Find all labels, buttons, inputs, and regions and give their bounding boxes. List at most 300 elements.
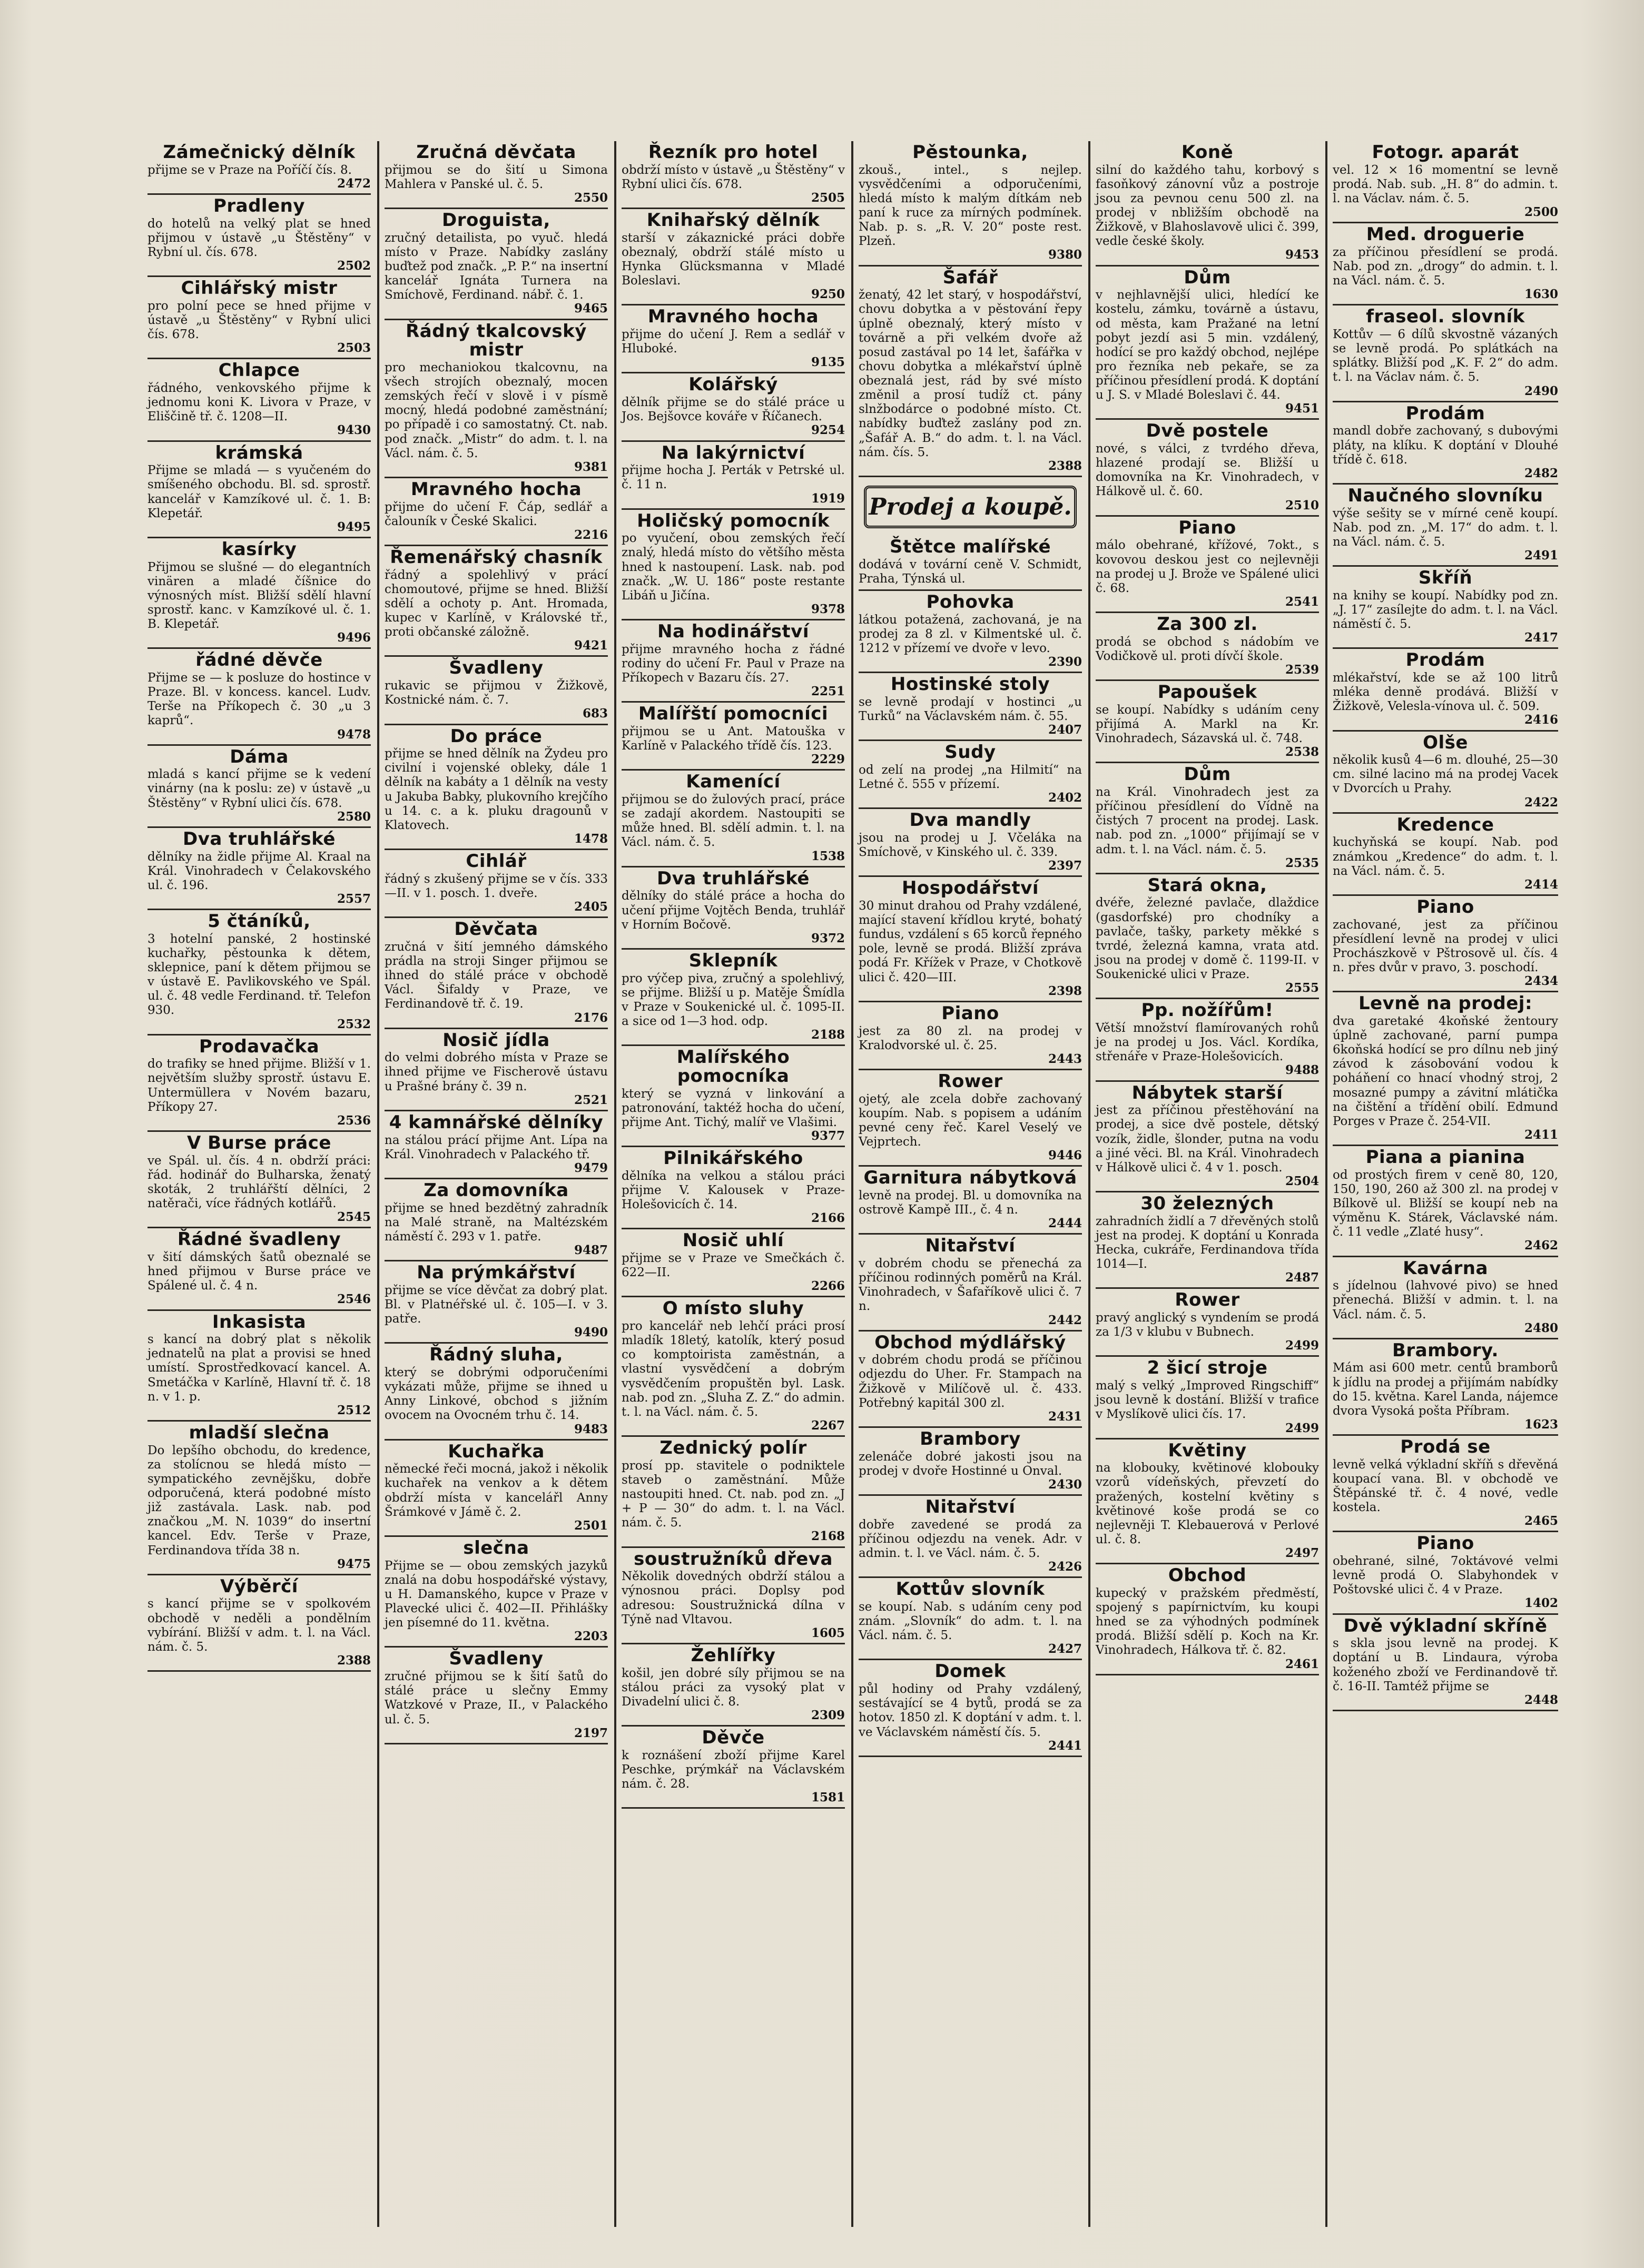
ad-number: 9453 bbox=[1285, 248, 1319, 262]
ad-heading: mladší slečna bbox=[189, 1422, 330, 1443]
classified-ad bbox=[859, 1332, 1082, 1428]
classified-ad bbox=[147, 538, 371, 649]
classified-ad bbox=[385, 209, 608, 320]
ad-text: od prostých firem v ceně 80, 120, 150, 190, 260 až 300 zl. na prodej v Bílkově ul. Bližší se koupí neb na výměnu K. Stárek, Václavské nám. č. 11 vedle „Zlaté husy“. bbox=[1333, 1168, 1558, 1239]
classified-ad bbox=[385, 1441, 608, 1537]
ad-heading: Malířští pomocníci bbox=[638, 703, 829, 725]
ad-text: jsou na prodej u J. Včeláka na Smíchově, v Kinského ul. č. 339. bbox=[859, 831, 1082, 860]
ad-heading: Na hodinářství bbox=[657, 621, 809, 643]
ad-text: starší v zákaznické práci dobře obeznalý, obdrží stálé místo u Hynka Glücksmanna v Mladé Boleslavi. bbox=[622, 231, 845, 288]
ad-heading: Piano bbox=[941, 1002, 999, 1024]
ad-text: dělníka na velkou a stálou práci přijme V. Kalousek v Praze-Holešovicích č. 14. bbox=[622, 1169, 845, 1212]
ad-text: pro výčep piva, zručný a spolehlivý, se přijme. Bližší u p. Matěje Šmídla v Praze v Soukenické ul. č. 1095-II. a sice od 1—3 hod. odp. bbox=[622, 971, 845, 1028]
ad-heading: V Burse práce bbox=[187, 1132, 331, 1153]
classified-ad bbox=[859, 591, 1082, 673]
classified-ad bbox=[1333, 223, 1558, 305]
classified-ad bbox=[622, 1437, 845, 1547]
classified-ad bbox=[1333, 732, 1558, 814]
ad-heading: Do práce bbox=[450, 725, 543, 747]
column-5 bbox=[1090, 141, 1327, 2227]
ad-heading: Piano bbox=[1416, 1533, 1474, 1554]
ad-text: přijme hocha J. Perták v Petrské ul. č. 11 n. bbox=[622, 464, 845, 492]
ad-number: 2427 bbox=[1048, 1642, 1082, 1656]
classified-ad bbox=[1096, 267, 1319, 420]
ad-heading: fraseol. slovník bbox=[1366, 306, 1525, 328]
ad-heading: Dva truhlářské bbox=[657, 867, 810, 889]
classified-ad bbox=[859, 536, 1082, 591]
ad-heading: 4 kamnářské dělníky bbox=[389, 1111, 604, 1133]
ad-text: levně na prodej. Bl. u domovníka na ostrově Kampě III., č. 4 n. bbox=[859, 1188, 1082, 1217]
classified-ad bbox=[1333, 485, 1558, 567]
ad-number: 2443 bbox=[1048, 1051, 1082, 1066]
ad-number: 2388 bbox=[1048, 458, 1082, 473]
ad-number: 2539 bbox=[1285, 663, 1319, 677]
classified-ad bbox=[622, 1548, 845, 1644]
classified-ad bbox=[1096, 1439, 1319, 1565]
ad-number: 2166 bbox=[811, 1211, 845, 1226]
classified-ad bbox=[147, 359, 371, 441]
ad-number: 2555 bbox=[1285, 981, 1319, 995]
ad-heading: Sudy bbox=[944, 742, 996, 763]
classified-ad bbox=[622, 510, 845, 620]
ad-heading: Levně na prodej: bbox=[1358, 993, 1533, 1014]
ad-text: 30 minut drahou od Prahy vzdálené, mající stavení křídlou kryté, bohatý fundus, vzdálení s 65 korců řepného pole, levně se prodá. Bližší zpráva podá Fr. Křížek v Praze, v Chotkově ulici č. 420—III. bbox=[859, 899, 1082, 984]
ad-number: 2434 bbox=[1524, 974, 1558, 989]
ad-heading: Nitařství bbox=[925, 1496, 1016, 1518]
ad-number: 2266 bbox=[811, 1279, 845, 1294]
ad-heading: Naučného slovníku bbox=[1347, 485, 1543, 506]
ad-number: 2441 bbox=[1048, 1738, 1082, 1753]
classified-ad bbox=[147, 1422, 371, 1575]
ad-heading: Koně bbox=[1181, 142, 1234, 163]
classified-ad bbox=[859, 141, 1082, 267]
ad-number: 2535 bbox=[1285, 855, 1319, 870]
ad-heading: Děvče bbox=[702, 1727, 765, 1749]
classified-ad bbox=[1333, 896, 1558, 992]
ad-heading: Švadleny bbox=[449, 1648, 544, 1670]
ad-number: 2538 bbox=[1285, 745, 1319, 760]
ad-text: prosí pp. stavitele o podniktele staveb o zaměstnání. Může nastoupiti hned. Ct. nab. pod zn. „J + P — 30“ do adm. t. l. na Václ. nám. č. 5. bbox=[622, 1458, 845, 1530]
ad-heading: 5 čtáníků, bbox=[208, 911, 311, 932]
ad-number: 2472 bbox=[337, 176, 371, 191]
classified-ad bbox=[622, 867, 845, 950]
ad-number: 2490 bbox=[1524, 383, 1558, 398]
ad-text: pravý anglický s vyndením se prodá za 1/3 v klubu v Bubnech. bbox=[1096, 1311, 1319, 1339]
ad-text: několik kusů 4—6 m. dlouhé, 25—30 cm. silné lacino má na prodej Vacek v Dvorcích u Prahy. bbox=[1333, 753, 1558, 796]
ad-heading: Pěstounka, bbox=[912, 142, 1028, 163]
ad-text: silní do každého tahu, korbový s fasoňkový zánovní vůz a postroje jsou za pevnou cenu 500 zl. na prodej v nbližším obchodě na Žižkově, v Blahoslavově ulici č. 399, vedle české školy. bbox=[1096, 163, 1319, 249]
ad-number: 9381 bbox=[574, 459, 608, 474]
ad-heading: Za domovníka bbox=[424, 1179, 569, 1201]
classified-ad bbox=[1096, 1564, 1319, 1675]
classified-ad bbox=[859, 1167, 1082, 1235]
ad-number: 9421 bbox=[574, 638, 608, 653]
ad-text: Přijme se mladá — s vyučeném do smíšeného obchodu. Bl. sd. sprostř. kancelář v Kamzíkové ul. č. 1. B: Klepetář. bbox=[147, 464, 371, 520]
classified-ad bbox=[385, 1648, 608, 1744]
ad-number: 2500 bbox=[1524, 205, 1558, 220]
classified-ad bbox=[859, 1578, 1082, 1660]
classified-ad bbox=[147, 141, 371, 195]
classified-ad bbox=[622, 620, 845, 703]
ad-heading: Med. droguerie bbox=[1366, 224, 1525, 245]
classified-ad bbox=[385, 1537, 608, 1648]
ad-text: dělníky do stálé práce a hocha do učení přijme Vojtěch Benda, truhlář v Horním Bočově. bbox=[622, 889, 845, 932]
classified-ad bbox=[147, 746, 371, 828]
ad-heading: Řádné švadleny bbox=[177, 1229, 341, 1250]
classified-ad bbox=[1333, 649, 1558, 731]
ad-text: Větší množství flamírovaných rohů je na prodej u Jos. Václ. Kordíka, střenáře v Praze-Holešovicích. bbox=[1096, 1021, 1319, 1064]
ad-number: 2411 bbox=[1524, 1127, 1558, 1142]
ad-heading: Obchod bbox=[1168, 1565, 1247, 1586]
ad-text: na stálou prácí přijme Ant. Lípa na Král. Vinohradech v Palackého tř. bbox=[385, 1133, 608, 1161]
ad-heading: Řádný tkalcovský mistr bbox=[406, 320, 587, 361]
ad-heading: Dva mandly bbox=[909, 810, 1031, 831]
classified-ad bbox=[622, 1727, 845, 1809]
ad-text: se koupí. Nabídky s udáním ceny přijímá A. Markl na Kr. Vinohradech, Sázavská ul. č. 748. bbox=[1096, 703, 1319, 746]
ad-heading: Obchod mýdlářský bbox=[874, 1332, 1066, 1353]
ad-text: pro kancelář neb lehčí práci prosí mladík 18letý, katolík, který posud co komptoirista zaměstnán, a vlastní vysvědčení a dobrým vysvědčením propuštěn byl. Lask. nab. pod zn. „Sluha Z. Z.“ do admin. t. l. na Václ. nám. č. 5. bbox=[622, 1319, 845, 1419]
ad-number: 2501 bbox=[574, 1518, 608, 1533]
classified-ad bbox=[622, 1147, 845, 1229]
ad-heading: Na lakýrnictví bbox=[661, 442, 805, 464]
ad-heading: Dáma bbox=[230, 746, 289, 767]
classified-ad bbox=[1333, 1146, 1558, 1257]
ad-number: 9488 bbox=[1285, 1063, 1319, 1078]
ad-text: pro polní pece se hned přijme v ústavě „u Štěstěny“ v Rybní ulici čís. 678. bbox=[147, 299, 371, 342]
ad-number: 9250 bbox=[811, 287, 845, 302]
ad-number: 2388 bbox=[337, 1653, 371, 1668]
ad-heading: Zednický polír bbox=[659, 1437, 807, 1459]
column-4 bbox=[853, 141, 1090, 2227]
ad-heading: Mravného hocha bbox=[410, 478, 582, 500]
ad-number: 2267 bbox=[811, 1418, 845, 1433]
classified-ad bbox=[622, 209, 845, 305]
ad-text: zručný detailista, po vyuč. hledá místo v Praze. Nabídky zaslány buďtež pod značk. „P. P.“ na insertní kancelář Ignáta Turnera na Smíchově, Ferdinand. nábř. č. 1. bbox=[385, 231, 608, 302]
ad-number: 1630 bbox=[1524, 287, 1558, 302]
classified-ad bbox=[622, 1046, 845, 1147]
ad-number: 2442 bbox=[1048, 1313, 1082, 1327]
ad-number: 2197 bbox=[574, 1725, 608, 1740]
ad-heading: Štětce malířské bbox=[889, 536, 1051, 557]
classified-ad bbox=[385, 141, 608, 209]
ad-heading: Prodá se bbox=[1400, 1436, 1491, 1458]
classified-ad bbox=[622, 373, 845, 441]
classified-ad bbox=[1096, 681, 1319, 763]
ad-text: v dobrém chodu se přenechá za příčinou rodinných poměrů na Král. Vinohradech, v Šafaříkově ulici č. 7 n. bbox=[859, 1257, 1082, 1314]
classified-ad bbox=[1333, 1615, 1558, 1711]
ad-text: Přijme se — k posluze do hostince v Praze. Bl. v koncess. kancel. Ludv. Terše na Příkopech č. 30 „u 3 kaprů“. bbox=[147, 671, 371, 728]
ad-text: řádný s zkušený přijme se v čís. 333—II. v 1. posch. 1. dveře. bbox=[385, 872, 608, 900]
ad-number: 2487 bbox=[1285, 1270, 1319, 1285]
ad-text: levně velká výkladní skříň s dřevěná koupací vana. Bl. v obchodě ve Štěpánské tř. č. 4 nové, vedle kostela. bbox=[1333, 1457, 1558, 1515]
ad-text: přijme se v Praze na Poříčí čís. 8. bbox=[147, 163, 352, 177]
ad-number: 9377 bbox=[811, 1128, 845, 1143]
ad-text: za příčinou přesídlení se prodá. Nab. pod zn. „drogy“ do admin. t. l. na Václ. nám. č. 5. bbox=[1333, 245, 1558, 288]
ad-text: zkouš., intel., s nejlep. vysvědčeními a odporučeními, hledá místo k malým dítkám neb paní k ruce za mírných podmínek. Nab. p. s. „R. V. 20“ poste rest. Plzeň. bbox=[859, 163, 1082, 249]
ad-text: jest za 80 zl. na prodej v Kralodvorské ul. č. 25. bbox=[859, 1024, 1082, 1052]
ad-heading: Piana a pianina bbox=[1365, 1147, 1525, 1168]
ad-number: 9496 bbox=[337, 630, 371, 645]
ad-number: 2416 bbox=[1524, 713, 1558, 727]
ad-text: kuchyňská se koupí. Nab. pod známkou „Kredence“ do adm. t. l. na Václ. nám. č. 5. bbox=[1333, 835, 1558, 878]
ad-heading: Brambory. bbox=[1392, 1339, 1499, 1361]
ad-text: se koupí. Nab. s udáním ceny pod znám. „Slovník“ do adm. t. l. na Václ. nám. č. 5. bbox=[859, 1600, 1082, 1643]
ad-number: 9380 bbox=[1048, 248, 1082, 262]
ad-heading: Na prýmkářství bbox=[417, 1262, 576, 1284]
ad-number: 2309 bbox=[811, 1708, 845, 1722]
classified-ad bbox=[385, 1029, 608, 1111]
ad-number: 2504 bbox=[1285, 1174, 1319, 1188]
classified-ad bbox=[147, 828, 371, 910]
ad-number: 2462 bbox=[1524, 1238, 1558, 1253]
ad-heading: slečna bbox=[463, 1537, 529, 1559]
ad-text: do hotelů na velký plat se hned přijmou v ústavě „u Štěstěny“ v Rybní ul. čís. 678. bbox=[147, 216, 371, 259]
ad-number: 9478 bbox=[337, 727, 371, 742]
ad-heading: Inkasista bbox=[212, 1311, 307, 1333]
ad-text: na Král. Vinohradech jest za příčinou přesídlení do Vídně na čistých 7 procent na prodej. Lask. nab. pod zn. „1000“ přijímají se v adm. t. l. na Václ. nám. č. 5. bbox=[1096, 785, 1319, 856]
ad-heading: Piano bbox=[1178, 517, 1236, 538]
ad-number: 2168 bbox=[811, 1529, 845, 1544]
ad-number: 2502 bbox=[337, 259, 371, 273]
classified-ad bbox=[859, 1002, 1082, 1070]
ad-heading: Olše bbox=[1423, 732, 1468, 753]
ad-heading: Pp. nožířům! bbox=[1141, 1000, 1274, 1021]
ad-number: 2499 bbox=[1285, 1421, 1319, 1435]
classified-ad bbox=[147, 1132, 371, 1228]
classified-ad bbox=[385, 725, 608, 851]
classified-ad bbox=[1096, 517, 1319, 613]
ad-number: 9483 bbox=[574, 1422, 608, 1436]
ad-heading: Kuchařka bbox=[448, 1441, 545, 1462]
ad-text: s kancí na dobrý plat s několik jednatelů na plat a provisi se hned umístí. Sprostředkovací kancel. A. Smetáčka v Karlíně, Hlavní tř. č. 18 n. v 1. p. bbox=[147, 1333, 371, 1404]
ad-number: 2465 bbox=[1524, 1514, 1558, 1529]
classified-ad bbox=[1096, 420, 1319, 516]
classified-ad bbox=[385, 320, 608, 478]
ad-text: mladá s kancí přijme se k vedení vinárny (na k poslu: ze) v ústavě „u Štěstěny“ v Rybní ulici čís. 678. bbox=[147, 767, 371, 810]
ad-number: 2491 bbox=[1524, 548, 1558, 563]
classified-ad bbox=[859, 1070, 1082, 1167]
ad-heading: Papoušek bbox=[1157, 682, 1257, 703]
ad-number: 2176 bbox=[574, 1010, 608, 1025]
ad-number: 9254 bbox=[811, 423, 845, 438]
ad-heading: Dvě postele bbox=[1146, 420, 1269, 442]
classified-ad bbox=[1096, 1082, 1319, 1192]
classified-columns bbox=[142, 141, 1564, 2227]
ad-heading: Švadleny bbox=[449, 657, 544, 679]
ad-heading: Droguista, bbox=[442, 210, 550, 231]
ad-heading: Pradleny bbox=[213, 195, 306, 216]
ad-number: 2510 bbox=[1285, 498, 1319, 512]
ad-text: ženatý, 42 let starý, v hospodářství, chovu dobytka a v pěstování řepy úplně obeznalý, který místo v továrně a při velkém dvoře až posud zastával po 14 let, šafářka v chovu dobytka a mlékařství úplně obeznalá jest, rád by své místo změnil a prosí tudíž ct. pány slnžbodárce o podobné místo. Ct. nabídky buďtež zaslány pod zn. „Šafář A. B.“ do adm. t. l. na Václ. nám. čís. 5. bbox=[859, 288, 1082, 459]
ad-number: 2461 bbox=[1285, 1656, 1319, 1671]
ad-heading: 30 železných bbox=[1140, 1193, 1274, 1215]
ad-number: 2203 bbox=[574, 1629, 608, 1644]
classified-ad bbox=[1333, 1257, 1558, 1339]
ad-number: 1478 bbox=[574, 831, 608, 846]
ad-heading: Piano bbox=[1416, 896, 1474, 918]
classified-ad bbox=[1096, 763, 1319, 874]
classified-ad bbox=[385, 1261, 608, 1344]
ad-number: 2580 bbox=[337, 809, 371, 824]
ad-heading: Výběrčí bbox=[220, 1575, 298, 1597]
ad-number: 2482 bbox=[1524, 466, 1558, 480]
ad-heading: Knihařský dělník bbox=[646, 210, 820, 231]
ad-number: 2503 bbox=[337, 341, 371, 356]
ad-heading: Děvčata bbox=[454, 919, 538, 940]
classified-ad bbox=[1333, 567, 1558, 649]
ad-heading: Nábytek starší bbox=[1131, 1082, 1283, 1103]
classified-ad bbox=[385, 850, 608, 918]
ad-heading: Kottův slovník bbox=[895, 1579, 1045, 1600]
ad-number: 1581 bbox=[811, 1790, 845, 1805]
classified-ad bbox=[622, 305, 845, 373]
ad-text: zahradních židlí a 7 dřevěných stolů jest na prodej. K doptání u Konrada Hecka, cukráře, Ferdinandova třída 1014—I. bbox=[1096, 1214, 1319, 1271]
ad-text: Několik dovedných obdrží stálou a výnosnou práci. Doplsy pod adresou: Soustružnická dílna v Týně nad Vltavou. bbox=[622, 1570, 845, 1626]
classified-ad bbox=[147, 195, 371, 277]
classified-ad bbox=[1333, 1339, 1558, 1436]
ad-heading: Prodám bbox=[1405, 402, 1485, 424]
ad-number: 9451 bbox=[1285, 401, 1319, 416]
classified-ad bbox=[859, 1496, 1082, 1578]
section-banner: Prodej a koupě. bbox=[864, 486, 1077, 528]
ad-heading: Žehlířky bbox=[691, 1644, 776, 1666]
classified-ad bbox=[1096, 613, 1319, 681]
ad-heading: Kamenící bbox=[686, 771, 781, 793]
ad-number: 2407 bbox=[1048, 722, 1082, 737]
classified-ad bbox=[147, 442, 371, 538]
ad-number: 2397 bbox=[1048, 859, 1082, 873]
ad-heading: Šafář bbox=[942, 267, 998, 288]
ad-text: k roznášení zboží přijme Karel Peschke, prýmkář na Václavském nám. č. 28. bbox=[622, 1748, 845, 1791]
ad-heading: Cihlářský mistr bbox=[181, 278, 338, 299]
ad-number: 2536 bbox=[337, 1113, 371, 1128]
classified-ad bbox=[859, 267, 1082, 477]
ad-number: 1538 bbox=[811, 849, 845, 863]
ad-number: 2430 bbox=[1048, 1477, 1082, 1492]
ad-number: 2499 bbox=[1285, 1338, 1319, 1353]
ad-heading: Zručná děvčata bbox=[416, 142, 576, 163]
classified-ad bbox=[385, 918, 608, 1029]
ad-heading: Brambory bbox=[920, 1428, 1021, 1449]
ad-heading: Pohovka bbox=[926, 591, 1015, 613]
ad-number: 1402 bbox=[1524, 1596, 1558, 1611]
ad-text: mandl dobře zachovaný, s dubovými pláty, na klíku. K doptání v Dlouhé třídě č. 618. bbox=[1333, 424, 1558, 467]
ad-heading: Rower bbox=[938, 1070, 1003, 1092]
ad-number: 2422 bbox=[1524, 795, 1558, 810]
ad-heading: Chlapce bbox=[218, 360, 300, 381]
ad-heading: Fotogr. aparát bbox=[1372, 142, 1519, 163]
ad-number: 2414 bbox=[1524, 877, 1558, 892]
classified-ad bbox=[1333, 305, 1558, 402]
ad-text: zručná v šití jemného dámského prádla na stroji Singer přijmou se ihned do stálé práce v obchodě Václ. Šifaldy v Praze, ve Ferdinandově tř. č. 19. bbox=[385, 940, 608, 1011]
ad-text: půl hodiny od Prahy vzdálený, sestávající se 4 bytů, prodá se za hotov. 1850 zl. K doptání v adm. t. l. ve Václavském náměstí čís. 5. bbox=[859, 1682, 1082, 1739]
classified-ad bbox=[1333, 402, 1558, 485]
ad-text: Mám asi 600 metr. centů bramborů k jídlu na prodej a přijímám nabídky do 15. května. Karel Landa, nájemce dvora Vysoká pošta Příbram. bbox=[1333, 1361, 1558, 1418]
ad-text: jest za příčinou přestěhování na prodej, a sice dvě postele, dětský vozík, židle, šlonder, putna na vodu a jiné věci. Bl. na Král. Vinohradech v Hálkově ulici č. 4 v 1. posch. bbox=[1096, 1103, 1319, 1175]
ad-text: přijme se hned dělník na Žydeu pro civilní i vojenské obleky, dále 1 dělník na kabáty a 1 dělník na vesty u Jakuba Babky, plukovního krejčího u 14. c. a k. pluku dragounů v Klatovech. bbox=[385, 747, 608, 832]
classified-ad bbox=[1096, 1357, 1319, 1439]
ad-text: kupecký v pražském předměstí, spojený s papírnictvím, ku koupi hned se za výhodných podmínek prodá. Bližší sdělí p. Koch na Kr. Vinohradech, Hálkova tř. č. 82. bbox=[1096, 1586, 1319, 1658]
classified-ad bbox=[622, 950, 845, 1046]
ad-text: zachované, jest za příčinou přesídlení levně na prodej v ulici Prochászkově v Pštrosově ul. čís. 4 n. přes dvůr v pravo, 3. poschodí. bbox=[1333, 918, 1558, 975]
ad-number: 2444 bbox=[1048, 1216, 1082, 1231]
classified-ad bbox=[622, 771, 845, 867]
ad-text: málo obehrané, křížové, 7okt., s kovovou deskou jest co nejlevněji na prodej u J. Brože ve Spálené ulici č. 68. bbox=[1096, 538, 1319, 595]
ad-number: 9495 bbox=[337, 519, 371, 534]
ad-number: 2390 bbox=[1048, 654, 1082, 669]
ad-text: v dobrém chodu prodá se příčinou odjezdu do Uher. Fr. Stampach na Žižkově v Milíčově ul. č. 433. Potřebný kapitál 300 zl. bbox=[859, 1353, 1082, 1410]
ad-heading: Nosič uhlí bbox=[682, 1230, 784, 1251]
ad-number: 2402 bbox=[1048, 791, 1082, 805]
ad-text: v nejhlavnější ulici, hledící ke kostelu, zámku, továrně a ústavu, od města, kam Pražané na letní pobyt jezdí asi 5 min. vzdálený, hodící se pro každý obchod, nejlépe pro řezníka neb pekaře, se za příčinou přesídlení prodá. K doptání u J. S. v Mladé Boleslavi č. 44. bbox=[1096, 288, 1319, 402]
ad-text: nové, s válci, z tvrdého dřeva, hlazené prodají se. Bližší u domovníka na Kr. Vinohradech, v Hálkově ul. č. 60. bbox=[1096, 442, 1319, 499]
ad-heading: Sklepník bbox=[688, 950, 778, 971]
column-2 bbox=[379, 141, 616, 2227]
ad-number: 683 bbox=[582, 706, 608, 721]
column-3 bbox=[616, 141, 853, 2227]
ad-number: 1623 bbox=[1524, 1417, 1558, 1432]
ad-text: na knihy se koupí. Nabídky pod zn. „J. 17“ zasílejte do adm. t. l. na Václ. náměstí č. 5. bbox=[1333, 588, 1558, 632]
ad-text: který se dobrými odporučeními vykázati může, přijme se ihned u Anny Linkové, obchod s jižním ovocem na Ovocném trhu č. 14. bbox=[385, 1366, 608, 1423]
ad-heading: Řemenářský chasník bbox=[390, 547, 603, 568]
ad-text: dobře zavedené se prodá za příčinou odjezdu na venek. Adr. v admin. t. l. ve Václ. nám. č. 5. bbox=[859, 1517, 1082, 1561]
ad-text: Přijmou se slušné — do elegantních vinären a mladé číšnice do výnosných míst. Bližší sdělí hlavní sprostř. kanc. v Kamzíkové ul. č. 1. B. Klepetář. bbox=[147, 560, 371, 632]
ad-heading: 2 šicí stroje bbox=[1147, 1357, 1268, 1379]
ad-text: malý s velký „Improved Ringschiff“ jsou levně k dostání. Bližší v trafice v Myslíkově ulici čís. 17. bbox=[1096, 1379, 1319, 1422]
classified-ad bbox=[859, 1660, 1082, 1757]
ad-heading: Kredence bbox=[1396, 814, 1494, 835]
ad-heading: Řádný sluha, bbox=[429, 1344, 563, 1366]
ad-heading: Kavárna bbox=[1403, 1257, 1488, 1279]
ad-text: košil, jen dobré síly přijmou se na stálou práci za vysoký plat v Divadelní ulici č. 8. bbox=[622, 1666, 845, 1709]
ad-text: obehrané, silné, 7oktávové velmi levně prodá O. Slabyhondek v Poštovské ulici č. 4 v Praze. bbox=[1333, 1554, 1558, 1597]
column-1 bbox=[142, 141, 379, 2227]
ad-number: 2251 bbox=[811, 684, 845, 699]
ad-text: Do lepšího obchodu, do kredence, za stolícnou se hledá místo — sympatického zevnějšku, dobře odporučená, která podobné místo již zastávala. Lask. nab. pod značkou „M. N. 1039“ do insertní kancel. Edv. Terše v Praze, Ferdinandova třída 38 n. bbox=[147, 1443, 371, 1557]
ad-heading: Garnitura nábytková bbox=[863, 1167, 1077, 1189]
classified-ad bbox=[1333, 992, 1558, 1146]
classified-ad bbox=[859, 1235, 1082, 1331]
ad-heading: Řezník pro hotel bbox=[648, 142, 819, 163]
ad-heading: Zámečnický dělník bbox=[163, 142, 356, 163]
ad-text: do trafiky se hned přijme. Bližší v 1. největším služby sprostř. ústavu E. Untermüllera v Novém bazaru, Příkopy 27. bbox=[147, 1057, 371, 1114]
ad-number: 2417 bbox=[1524, 630, 1558, 645]
ad-text: rukavic se přijmou v Žižkově, Kostnické nám. č. 7. bbox=[385, 679, 608, 707]
ad-heading: Květiny bbox=[1168, 1439, 1247, 1461]
ad-heading: Dvě výkladní skříně bbox=[1343, 1615, 1548, 1636]
ad-text: dělníky na židle přijme Al. Kraal na Král. Vinohradech v Čelakovského ul. č. 196. bbox=[147, 850, 371, 892]
classified-ad bbox=[1333, 1436, 1558, 1532]
classified-ad bbox=[1096, 141, 1319, 267]
ad-number: 2497 bbox=[1285, 1546, 1319, 1561]
ad-text: dodává v tovární ceně V. Schmidt, Praha, Týnská ul. bbox=[859, 557, 1082, 586]
ad-text: zelenáče dobré jakosti jsou na prodej v dvoře Hostinné u Onval. bbox=[859, 1449, 1082, 1478]
ad-text: na klobouky, květinové klobouky vzorů vídeňských, převzetí do pražených, kostelní květiny s květinové koše prodá se co nejlevněji T. Klebauerová v Perlové ul. č. 8. bbox=[1096, 1461, 1319, 1546]
ad-number: 2541 bbox=[1285, 594, 1319, 609]
ad-heading: Cihlář bbox=[466, 851, 527, 872]
classified-ad bbox=[622, 703, 845, 771]
ad-heading: Prodám bbox=[1405, 649, 1485, 671]
ad-text: dva garetaké 4koňské žentoury úplně zachované, parní pumpa 6koňská hodící se pro dílnu neb jiný závod k zásobování vodou k poháňení co hnací vhodný stroj, 2 mosazné pumpy a závitní mlátička na čištění a třídění obilí. Edmund Porges v Praze č. 254-VII. bbox=[1333, 1014, 1558, 1128]
ad-text: přijme do učení F. Čáp, sedlář a čalouník v České Skalici. bbox=[385, 500, 608, 528]
classified-ad bbox=[622, 141, 845, 209]
ad-number: 2512 bbox=[337, 1403, 371, 1417]
ad-number: 2448 bbox=[1524, 1692, 1558, 1707]
ad-text: s skla jsou levně na prodej. K doptání u B. Lindaura, výroba koženého zboží ve Ferdinandově tř. č. 16-II. Tamtéž přijme se bbox=[1333, 1636, 1558, 1693]
classified-ad bbox=[385, 1344, 608, 1440]
classified-ad bbox=[385, 546, 608, 657]
classified-ad bbox=[622, 1297, 845, 1437]
